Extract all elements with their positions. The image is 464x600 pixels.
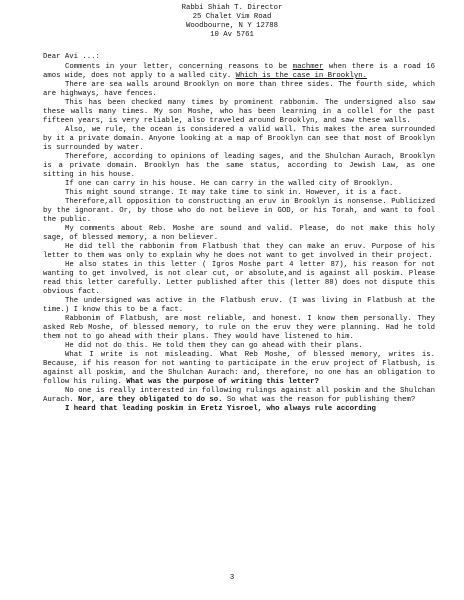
paragraph-9: My comments about Reb. Moshe are sound and valid. Please, do not make this holy sage, of blessed memory, a non believer. [43, 225, 435, 242]
salutation: Dear Avi ...: [43, 53, 100, 61]
paragraph-16-text-c: So what was the reason for publishing them? [222, 396, 416, 404]
paragraph-4: Also, we rule, the ocean is considered a valid wall. This makes the area surrounded by it a private domain. Anyone looking at a map of Brooklyn can see that most of Brooklyn is surrounded by water. [43, 126, 435, 152]
paragraph-16-text-a: No one is really interested in following rulings against all poskim and the Shulchan Aurach. [43, 387, 435, 404]
paragraph-1-text-a: Comments in your letter, concerning reasons to be [65, 63, 293, 71]
paragraph-11: He also states in this letter ( Igros Moshe part 4 letter 87), his reason for not wanting to get involved, is not clear cut, or absolute,and is against all poskim. Please read this letter carefully. Letter published after this (letter 88) does not dispute this obvious fact. [43, 261, 435, 296]
paragraph-14: He did not do this. He told them they can go ahead with their plans. [65, 342, 363, 350]
letter-body [43, 53, 435, 414]
paragraph-8: Therefore,all opposition to constructing an eruv in Brooklyn is nonsense. Publicized by the ignorant. Or, by those who do not believe in GOD, or his Torah, and want to fool the public. [43, 198, 435, 224]
letterhead-street: 25 Chalet Vim Road [192, 13, 272, 21]
paragraph-15-text: What I write is not misleading. What Reb Moshe, of blessed memory, writes is. Because, if his reason for not wanting to participate in the eruv project of Flatbush, is against all poskim, and the Shulchan Aurach: and, therefore, no one has an obligation to follow his ruling. [43, 351, 435, 386]
paragraph-13: Rabbonim of Flatbush, are most reliable, and honest. I know them personally. They asked Reb Moshe, of blessed memory, to rule on the eruv they were planning. Had he told them not to go ahead with their plans. They would have listened to him. [43, 315, 435, 341]
underlined-statement: Which is the case in Brooklyn. [235, 72, 368, 80]
underlined-term-machmer: machmer [292, 63, 324, 71]
paragraph-7: This might sound strange. It may take time to sink in. However, it is a fact. [65, 189, 403, 197]
paragraph-3: This has been checked many times by prominent rabbonim. The undersigned also saw these walls many times. My son Moshe, who has been learning in a collel for the past fifteen years, is very reliable, also traveled around Brooklyn, and saw these walls. [43, 99, 435, 125]
letterhead-date: 10 Av 5761 [210, 31, 254, 39]
paragraph-2: There are sea walls around Brooklyn on more than three sides. The fourth side, which are highways, have fences. [43, 81, 435, 98]
paragraph-1-text-b: when there is a road 16 amos wide, does not apply to a walled city. [43, 63, 435, 80]
letterhead [0, 4, 464, 40]
letterhead-city: Woodbourne, N Y 12788 [186, 22, 278, 30]
bold-question: What was the purpose of writing this letter? [126, 378, 319, 386]
page-number: 3 [229, 574, 235, 582]
paragraph-15 [43, 351, 435, 387]
paragraph-17: I heard that leading poskim in Eretz Yisroel, who always rule according [65, 405, 376, 413]
paragraph-12: The undersigned was active in the Flatbush eruv. (I was living in Flatbush at the time.) I know this to be a fact. [43, 297, 435, 314]
paragraph-6: If one can carry in his house. He can carry in the walled city of Brooklyn. [65, 180, 394, 188]
paragraph-5: Therefore, according to opinions of leading sages, and the Shulchan Aurach, Brooklyn is a private domain. Brooklyn has the same status, according to Jewish Law, as one sitting in his house. [43, 153, 435, 179]
paragraph-16 [43, 387, 435, 405]
letterhead-name: Rabbi Shiah T. Director [181, 4, 283, 12]
bold-statement: Nor, are they obligated to do so. [78, 396, 223, 404]
paragraph-10: He did tell the rabbonim from Flatbush that they can make an eruv. Purpose of his letter to them was only to explain why he does not want to get involved in their project. [43, 243, 435, 260]
paragraph-1 [43, 63, 435, 81]
